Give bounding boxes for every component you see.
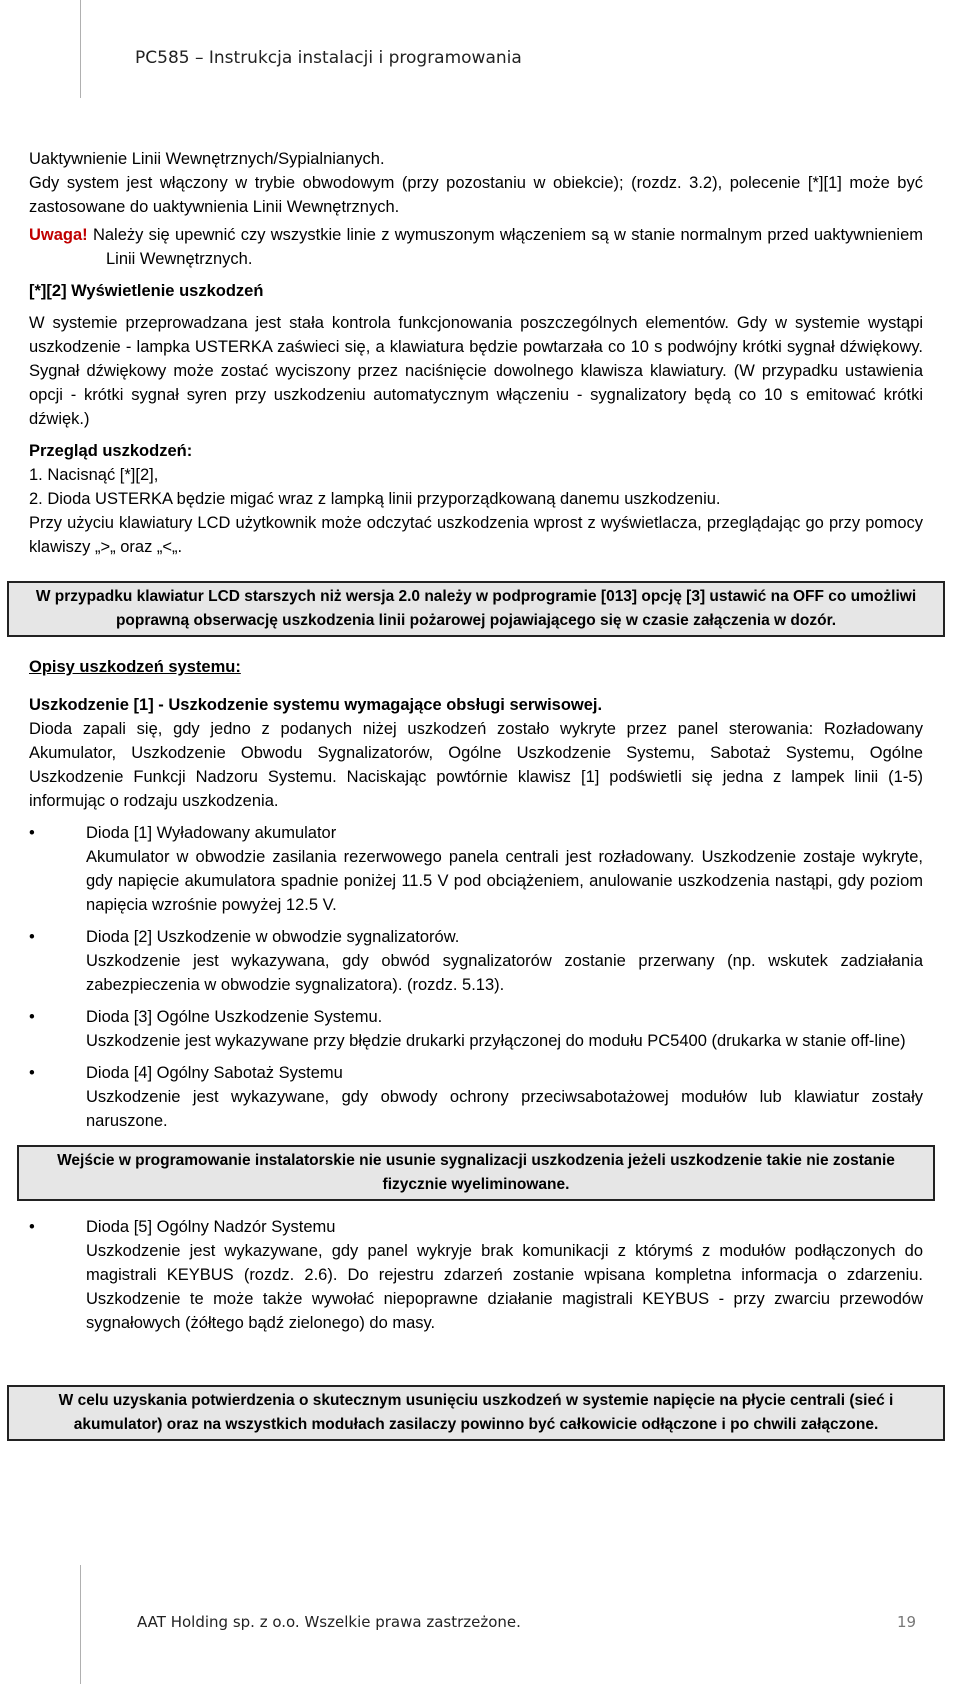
review-lcd-text: Przy użyciu klawiatury LCD użytkownik może odczytać uszkodzenia wprost z wyświetlacza, przeglądając go przy pomocy klawiszy „>„ oraz „<„.: [29, 514, 923, 556]
bullet: •: [29, 1064, 35, 1082]
trouble-display-body: W systemie przeprowadzana jest stała kontrola funkcjonowania poszczególnych elementów. Gdy w systemie wystąpi uszkodzenie - lampka USTERKA zaświeci się, a klawiatura będzie powtarzała co 10 s podwójny krótki sygnał dźwiękowy. Sygnał dźwiękowy może zostać wyciszony przez naciśnięcie dowolnego klawisza klawiatury. (W przypadku ustawienia opcji - krótki sygnał syren przy uszkodzeniu automatycznym włączeniu - sygnalizatory będą co 10 s emitować krótki dźwięk.): [29, 314, 923, 428]
trouble-display-heading: [*][2] Wyświetlenie uszkodzeń: [29, 282, 264, 300]
list-item: [29, 1005, 923, 1053]
note-text: Należy się upewnić czy wszystkie linie z wymuszonym włączeniem są w stanie normalnym przed uaktywnieniem Linii Wewnętrznych.: [87, 226, 923, 268]
power-cycle-note-box: W celu uzyskania potwierdzenia o skutecznym usunięciu uszkodzeń w systemie napięcie na płycie centrali (sieć i akumulator) oraz na wszystkich modułach zasilaczy powinno być całkowicie odłączone i po chwili załączone.: [7, 1385, 945, 1441]
list-item-title: Dioda [5] Ogólny Nadzór Systemu: [86, 1218, 336, 1236]
bullet: •: [29, 928, 35, 946]
footer-rule: [80, 1565, 81, 1684]
bullet: •: [29, 1218, 35, 1236]
list-item-desc: Uszkodzenie jest wykazywane przy błędzie drukarki przyłączonej do modułu PC5400 (drukarka w stanie off-line): [86, 1032, 906, 1050]
trouble-1-heading: Uszkodzenie [1] - Uszkodzenie systemu wymagające obsługi serwisowej.: [29, 696, 603, 714]
system-troubles-heading: Opisy uszkodzeń systemu:: [29, 658, 241, 676]
footer-copyright: AAT Holding sp. z o.o. Wszelkie prawa zastrzeżone.: [137, 1613, 521, 1631]
intro-line-1: Uaktywnienie Linii Wewnętrznych/Sypialnianych.: [29, 150, 385, 168]
list-item: [29, 1061, 923, 1133]
lcd-version-note-box: W przypadku klawiatur LCD starszych niż wersja 2.0 należy w podprogramie [013] opcję [3] ustawić na OFF co umożliwi poprawną obserwację uszkodzenia linii pożarowej pojawiającego się w czasie załączenia w dozór.: [7, 581, 945, 637]
intro-line-2: Gdy system jest włączony w trybie obwodowym (przy pozostaniu w obiekcie); (rozdz. 3.2), polecenie [*][1] może być zastosowane do uaktywnienia Linii Wewnętrznych.: [29, 174, 923, 216]
review-step-1: 1. Nacisnąć [*][2],: [29, 466, 159, 484]
list-item-desc: Uszkodzenie jest wykazywane, gdy obwody ochrony przeciwsabotażowej modułów lub klawiatur zostały naruszone.: [86, 1088, 923, 1130]
list-item-title: Dioda [4] Ogólny Sabotaż Systemu: [86, 1064, 343, 1082]
trouble-1-body: Dioda zapali się, gdy jedno z podanych niżej uszkodzeń zostało wykryte przez panel sterowania: Rozładowany Akumulator, Uszkodzenie Obwodu Sygnalizatorów, Ogólne Uszkodzenie Systemu, Sabotaż Systemu, Ogólne Uszkodzenie Funkcji Nadzoru Systemu. Naciskając powtórnie klawisz [1] podświetli się jedna z lampek linii (1-5) informując o rodzaju uszkodzenia.: [29, 720, 923, 810]
list-item-desc: Uszkodzenie jest wykazywane, gdy panel wykryje brak komunikacji z którymś z modułów podłączonych do magistrali KEYBUS (rozdz. 2.6). Do rejestru zdarzeń zostanie wpisana kompletna informacja o zdarzeniu. Uszkodzenie te może także wywołać niepoprawne działanie magistrali KEYBUS - przy zwarciu przewodów sygnałowych (żółtego bądź zielonego) do masy.: [86, 1242, 923, 1332]
list-item-desc: Uszkodzenie jest wykazywana, gdy obwód sygnalizatorów zostanie przerwany (np. wskutek zadziałania zabezpieczenia w obwodzie sygnalizatora). (rozdz. 5.13).: [86, 952, 923, 994]
page-number: 19: [897, 1613, 917, 1631]
list-item: [29, 925, 923, 997]
review-heading: Przegląd uszkodzeń:: [29, 442, 193, 460]
bullet: •: [29, 1008, 35, 1026]
note-label: Uwaga!: [29, 226, 88, 244]
header-rule: [80, 0, 81, 98]
list-item-title: Dioda [1] Wyładowany akumulator: [86, 824, 337, 842]
note-paragraph: [29, 223, 923, 271]
bullet: •: [29, 824, 35, 842]
list-item-title: Dioda [2] Uszkodzenie w obwodzie sygnalizatorów.: [86, 928, 460, 946]
page-header-title: PC585 – Instrukcja instalacji i programowania: [135, 48, 522, 68]
list-item-desc: Akumulator w obwodzie zasilania rezerwowego panela centrali jest rozładowany. Uszkodzenie zostaje wykryte, gdy napięcie akumulatora spadnie poniżej 11.5 V pod obciążeniem, anulowanie uszkodzenia nastąpi, gdy poziom napięcia wzrośnie powyżej 12.5 V.: [86, 848, 923, 914]
installer-programming-note-box: Wejście w programowanie instalatorskie nie usunie sygnalizacji uszkodzenia jeżeli uszkodzenie takie nie zostanie fizycznie wyeliminowane.: [17, 1145, 935, 1201]
list-item: [29, 1215, 923, 1335]
page-content: [29, 147, 923, 1441]
list-item-title: Dioda [3] Ogólne Uszkodzenie Systemu.: [86, 1008, 383, 1026]
review-step-2: 2. Dioda USTERKA będzie migać wraz z lampką linii przyporządkowaną danemu uszkodzeniu.: [29, 490, 721, 508]
list-item: [29, 821, 923, 917]
